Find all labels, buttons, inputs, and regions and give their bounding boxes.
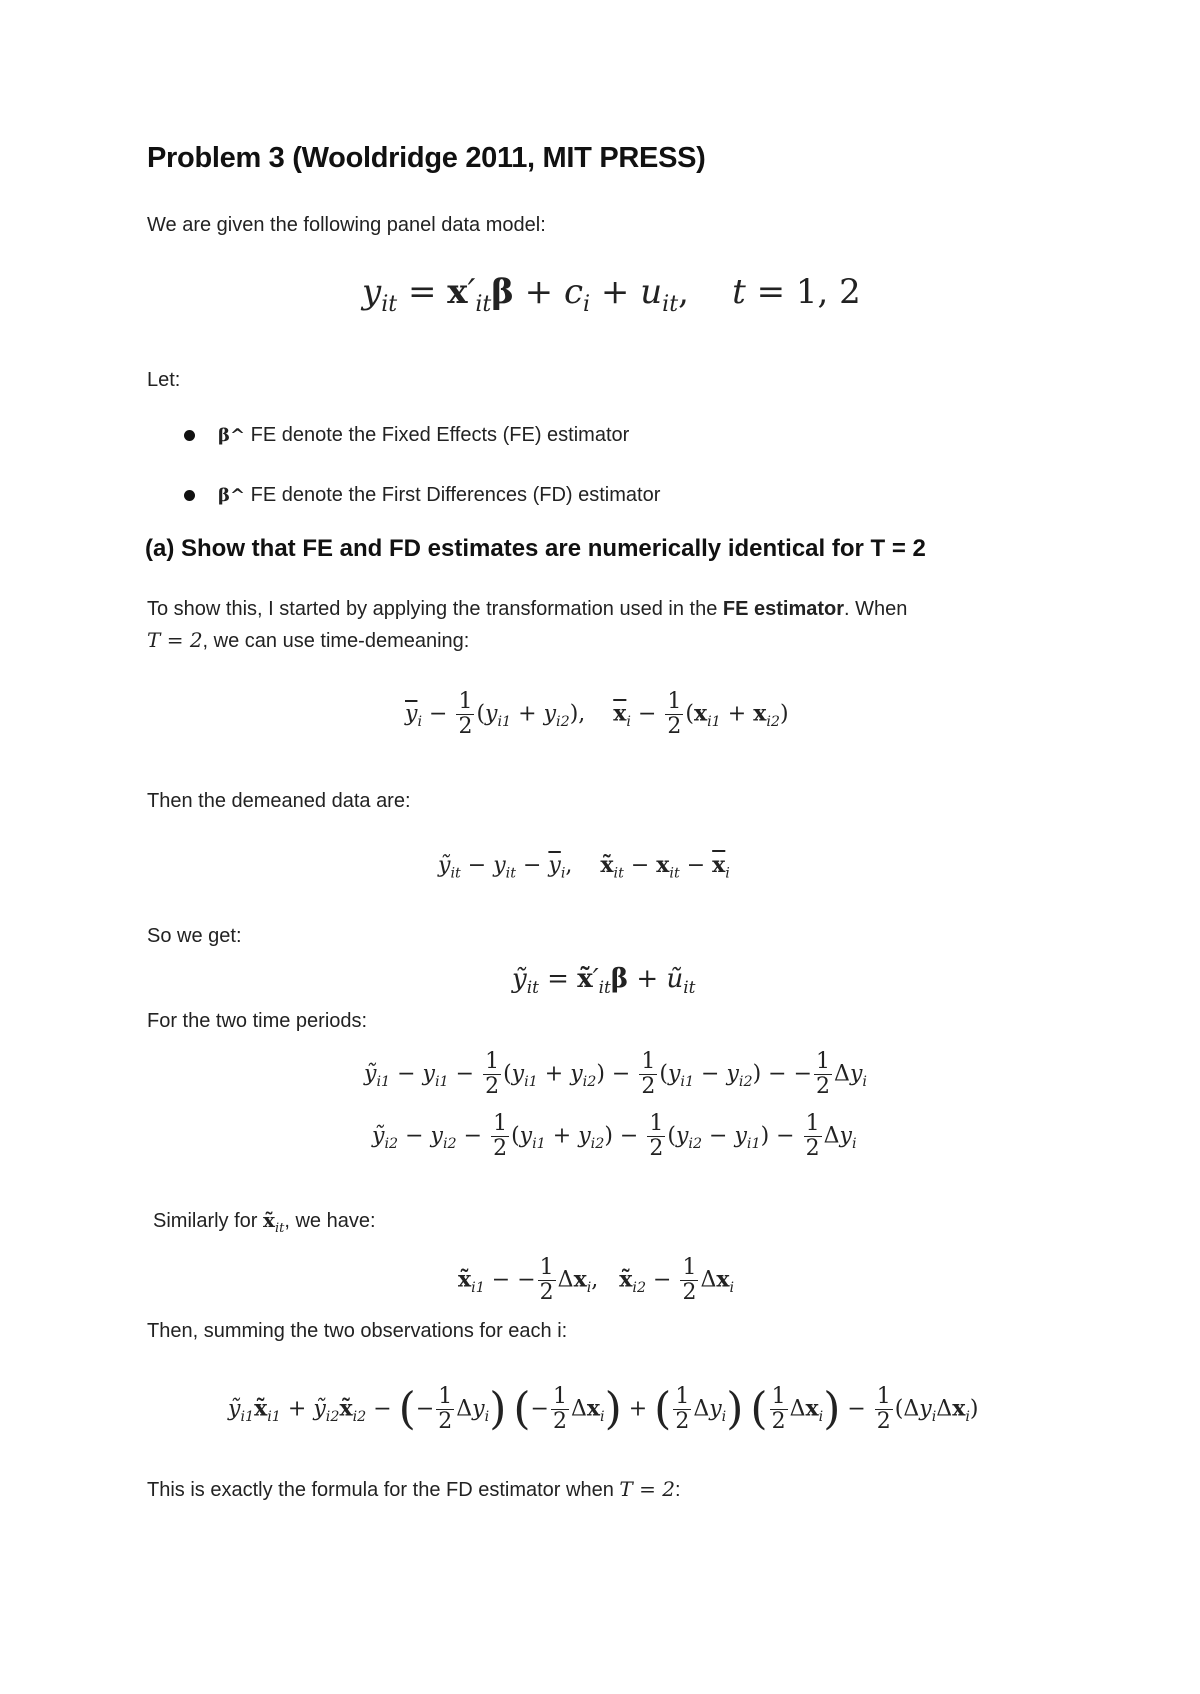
bullet-fe-text: FE denote the Fixed Effects (FE) estimator — [250, 424, 630, 446]
para-transformation-line2: T = 2, we can use time-demeaning: — [147, 628, 470, 652]
bullet-dot — [184, 430, 195, 441]
final-t-equals-two: T = 2 — [619, 1477, 675, 1501]
t-equals-two: T = 2 — [147, 628, 203, 652]
period-2-equation: ỹ$_{i2}$ − $y_{i2}$ − $\frac{1}{2}$ $(y_{i1} + y_{i2})$ − $\frac{1}{2}$ $(y_{i2} - y_{i1})$ − $\frac{1}{2}$ $\Delta y_i$ — [372, 1111, 857, 1162]
section-heading-a: (a) Show that FE and FD estimates are numerically identical for T = 2 — [145, 535, 926, 562]
bullet-dot — [184, 490, 195, 501]
x-tilde-equation: $x̃_{i1}$ − − $\frac{1}{2}$ $\Delta x_i$, $x̃_{i2}$ − $\frac{1}{2}$ $\Delta x_i$ — [458, 1255, 735, 1306]
two-periods-label: For the two time periods: — [147, 1010, 368, 1032]
fe-estimator-bold: FE estimator — [722, 598, 845, 620]
model-equation: $y_{it} = x'_{it}\beta + c_i + u_{it}$, t = 1, 2 — [362, 272, 861, 317]
means-equation: $\overline{y}_i$ − $\frac{1}{2}$ $(y_{i1} + y_{i2})$, $\overline{x}_i$ − $\frac{1}{2}$ $(x_{i1} + x_{i2})$ — [405, 689, 789, 740]
bullet-fe — [218, 424, 629, 447]
x-tilde-symbol: $x̃_{it}$ — [263, 1208, 285, 1236]
bullet-fd — [218, 484, 660, 507]
bullet-fd-text: FE denote the First Differences (FD) estimator — [250, 484, 661, 506]
so-we-get: So we get: — [147, 925, 242, 947]
intro-text: We are given the following panel data model: — [147, 214, 546, 236]
sum-equation: $ỹ_{i1}x̃_{i1}$ + $ỹ_{i2}x̃_{i2}$ − (− $\frac{1}{2}$ $\Delta y_i$) (− $\frac{1}{2}$ $\Delta x_i$) + ( $\frac{1}{2}$ $\Delta y_i$) ( $\frac{1}{2}$ $\Delta x_i$) − $\frac{1}{2}$ $(\Delta y_i\Delta x_i)$ — [228, 1383, 979, 1435]
demeaned-label: Then the demeaned data are: — [147, 790, 411, 812]
problem-title: Problem 3 (Wooldridge 2011, MIT PRESS) — [147, 142, 706, 174]
period-1-equation: ỹ$_{i1}$ − $y_{i1}$ − $\frac{1}{2}$ $(y_{i1} + y_{i2})$ − $\frac{1}{2}$ $(y_{i1} - y_{i2})$ − − $\frac{1}{2}$ $\Delta y_i$ — [364, 1049, 867, 1100]
transformed-equation: ỹ$_{it}$ = $x̃'_{it}\beta$ + $ũ_{it}$ — [512, 964, 696, 998]
similarly-text: Similarly for $x̃_{it}$, we have: — [153, 1208, 376, 1236]
final-text: This is exactly the formula for the FD estimator when T = 2: — [147, 1477, 681, 1501]
let-label: Let: — [147, 369, 181, 391]
para-transformation: To show this, I started by applying the transformation used in the FE estimator. When — [147, 598, 908, 620]
beta-hat-symbol: β^ — [218, 485, 246, 506]
beta-hat-symbol: β^ — [218, 425, 246, 446]
demeaned-equation: ỹ$_{it}$ − $y_{it} - \overline{y}_i$, $x̃_{it} - x_{it} - \overline{x}_i$ — [438, 852, 730, 882]
summing-label: Then, summing the two observations for each i: — [147, 1320, 568, 1342]
